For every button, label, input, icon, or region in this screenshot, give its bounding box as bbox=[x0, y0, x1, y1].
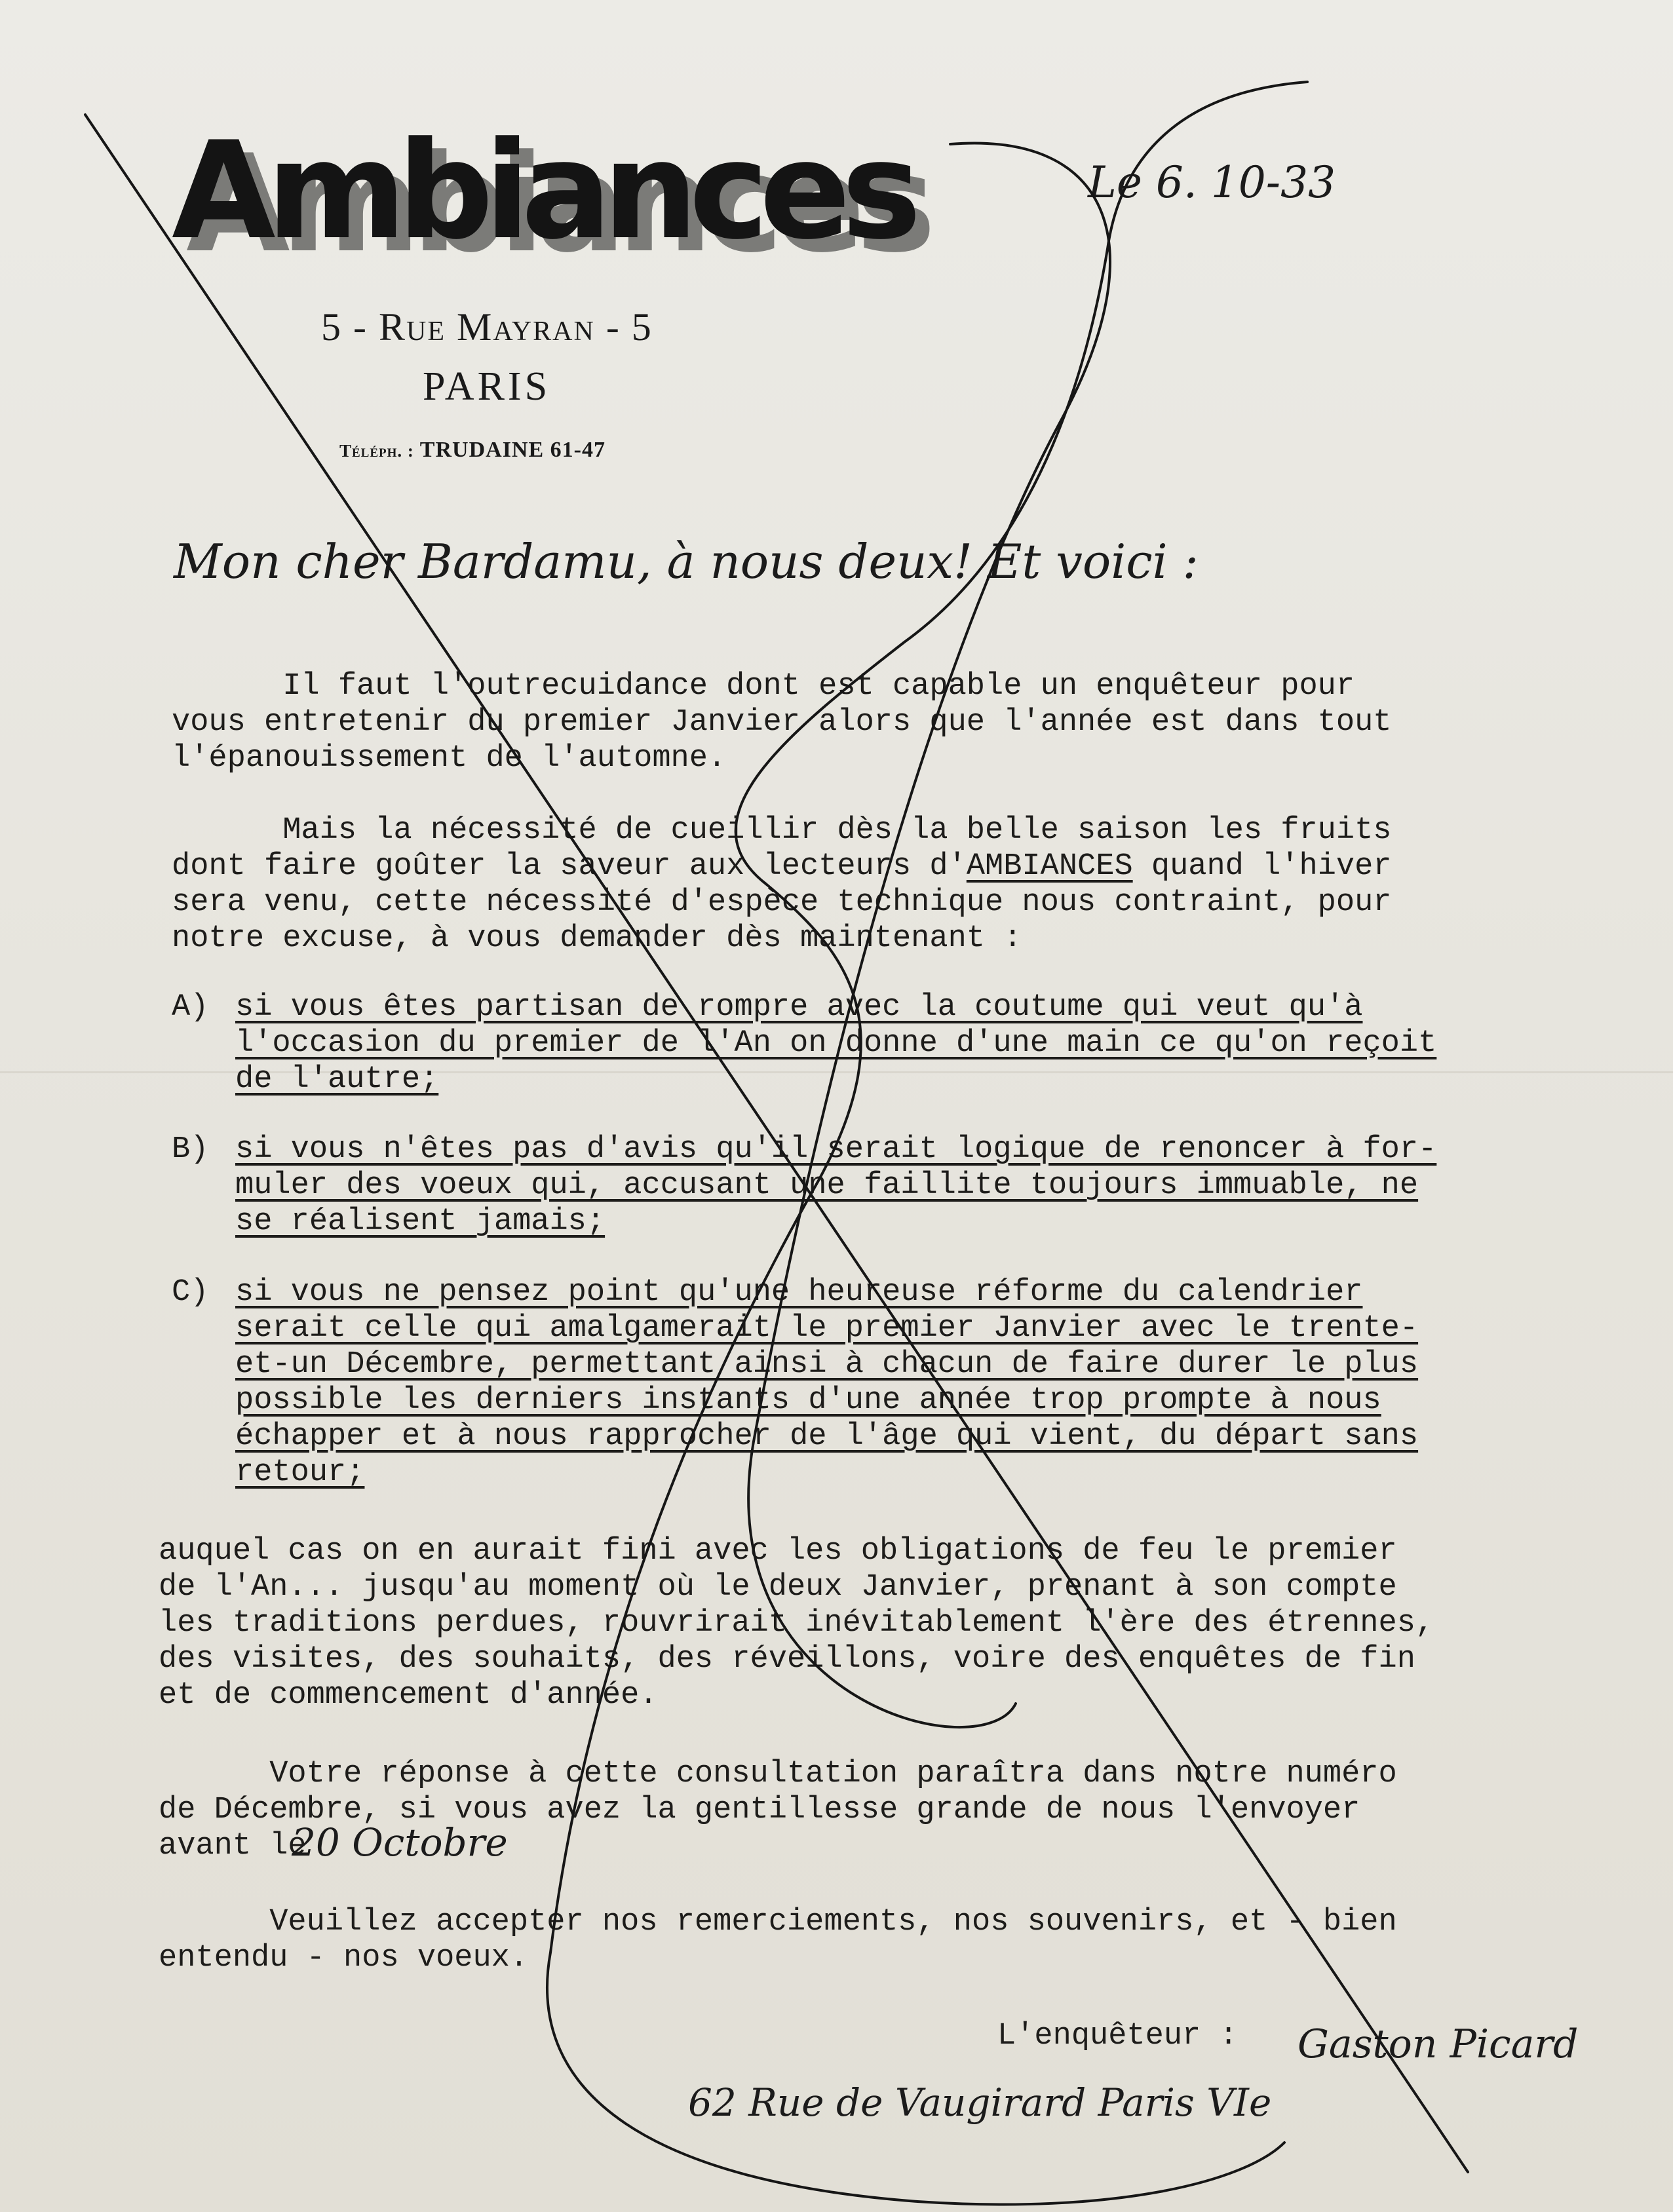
question-label: C) bbox=[172, 1275, 209, 1310]
phone-number: TRUDAINE 61-47 bbox=[419, 438, 606, 462]
question-text: si vous êtes partisan de rompre avec la coutume qui veut qu'à l'occasion du premier de l'An on donne d'une main ce qu'on reçoit de l'autre; bbox=[235, 990, 1437, 1097]
handwritten-salutation: Mon cher Bardamu, à nous deux! Et voici : bbox=[174, 534, 1199, 589]
question-label: A) bbox=[172, 990, 209, 1025]
handwritten-deadline: 20 Octobre bbox=[292, 1820, 508, 1865]
crossing-curve bbox=[748, 143, 1110, 1727]
magazine-name: AMBIANCES bbox=[966, 849, 1133, 884]
handwritten-date: Le 6. 10-33 bbox=[1088, 157, 1336, 208]
question-text: si vous n'êtes pas d'avis qu'il serait logique de renoncer à for- muler des voeux qui, accusant une faillite toujours immuable, ne se réalisent jamais; bbox=[235, 1132, 1437, 1239]
phone-label: Téléph. : bbox=[339, 441, 414, 461]
question-label: B) bbox=[172, 1132, 209, 1167]
necessity-text-b: quand l'hiver sera venu, cette nécessité d'espèce technique nous contraint, pour notre excuse, à vous demander dès maintenant : bbox=[172, 849, 1392, 956]
paragraph-intro: Il faut l'outrecuidance dont est capable un enquêteur pour vous entretenir du premier Janvier alors que l'année est dans tout l'épanouissement de l'automne. bbox=[172, 669, 1392, 776]
signature: Gaston Picard bbox=[1298, 2021, 1579, 2067]
diagonal-strike-line bbox=[85, 115, 1468, 2172]
question-text: si vous ne pensez point qu'une heureuse réforme du calendrier serait celle qui amalgamerait le premier Janvier avec le trente- et-un Décembre, permettant ainsi à chacun de faire durer le plus possible les derniers instants d'une année trop prompte à nous échapper et à nous rapprocher de l'âge qui vient, du départ sans retour; bbox=[235, 1275, 1419, 1490]
letterhead-address: 5 - Rue Mayran - 5 bbox=[321, 305, 653, 349]
necessity-text-a: Mais la nécessité de cueillir dès la belle saison les fruits dont faire goûter la saveur aux lecteurs d' bbox=[172, 813, 1392, 884]
paragraph-thanks: Veuillez accepter nos remerciements, nos souvenirs, et - bien entendu - nos voeux. bbox=[159, 1905, 1397, 1975]
paragraph-reply-request: Votre réponse à cette consultation paraîtra dans notre numéro de Décembre, si vous avez la gentillesse grande de nous l'envoyer avant le bbox=[159, 1757, 1397, 1863]
letterhead-logo: Ambiances bbox=[172, 113, 913, 269]
looping-strike-line bbox=[547, 82, 1307, 2204]
handwritten-sender-address: 62 Rue de Vaugirard Paris VIe bbox=[688, 2080, 1272, 2125]
closing-label: L'enquêteur : bbox=[997, 2019, 1238, 2053]
paragraph-conclusion: auquel cas on en aurait fini avec les obligations de feu le premier de l'An... jusqu'au moment où le deux Janvier, prenant à son compte les traditions perdues, rouvrirait inévitablement l'ère des étrennes, des visites, des souhaits, des réveillons, voire des enquêtes de fin et de commencement d'année. bbox=[159, 1534, 1434, 1713]
letterhead-city: PARIS bbox=[423, 364, 551, 409]
